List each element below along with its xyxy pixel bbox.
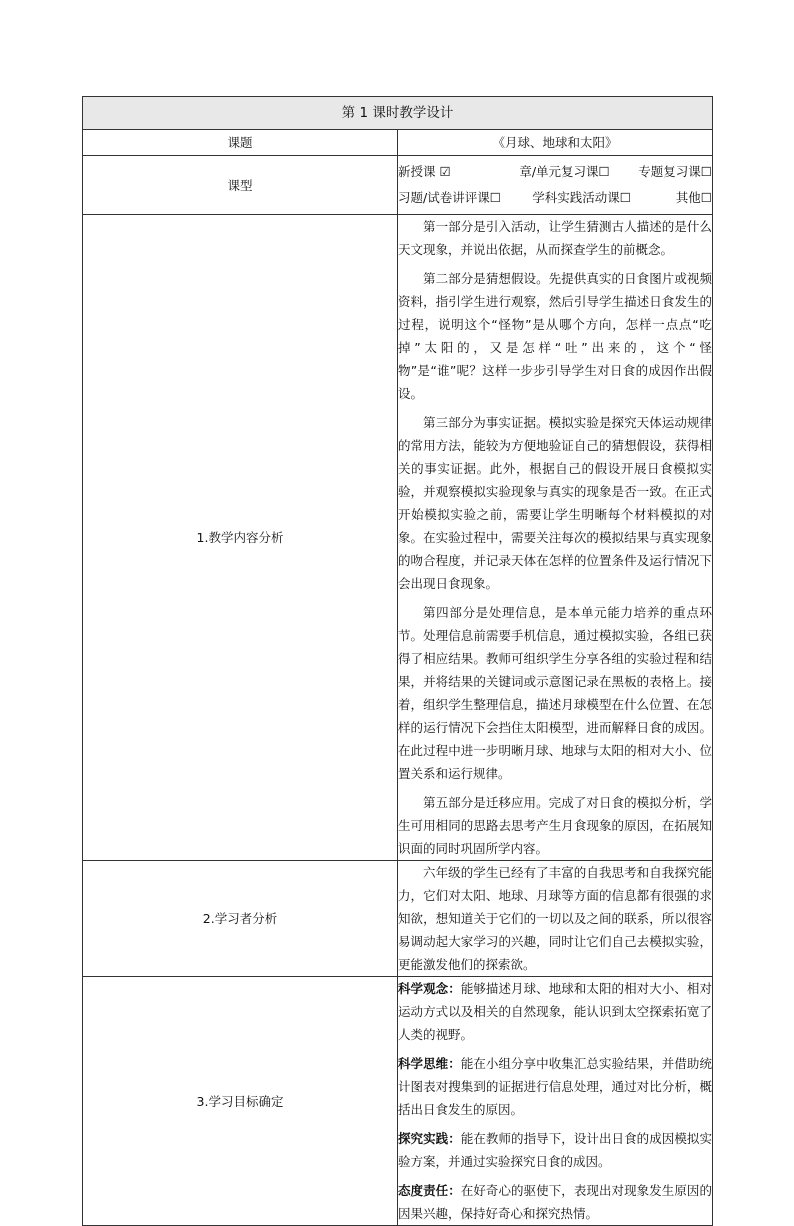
lesson-type-row-2 — [398, 185, 712, 211]
goal-title: 探究实践： — [398, 1131, 461, 1146]
content-paragraph-4: 第四部分是处理信息，是本单元能力培养的重点环节。处理信息前需要手机信息，通过模拟实验，各组已获得了相应结果。教师可组织学生分享各组的实验过程和结果，并将结果的关键词或示意图记录在黑板的表格上。接着，组织学生整理信息，描述月球模型在什么位置、在怎样的运行情况下会挡住太阳模型，进而解释日食的成因。在此过程中进一步明晰月球、地球与太阳的相对大小、位置关系和运行规律。 — [398, 605, 712, 781]
goal-title: 态度责任： — [398, 1183, 461, 1198]
goal-attitude-responsibility — [398, 1179, 712, 1225]
table-title: 第 1 课时教学设计 — [83, 97, 713, 130]
goal-text: 能够描述月球、地球和太阳的相对大小、相对运动方式以及相关的自然现象，能认识到太空探索拓宽了人类的视野。 — [398, 981, 712, 1042]
goals-body — [398, 977, 713, 1226]
option-unit-review: 章/单元复习课☐ — [519, 164, 610, 179]
lesson-type-row-1 — [398, 159, 712, 185]
goals-label: 3.学习目标确定 — [83, 977, 398, 1226]
content-analysis-body — [398, 215, 713, 861]
lesson-type-label: 课型 — [83, 156, 398, 215]
learner-analysis-label: 2.学习者分析 — [83, 861, 398, 977]
content-analysis-label: 1.教学内容分析 — [83, 215, 398, 861]
content-paragraph-2: 第二部分是猜想假设。先提供真实的日食图片或视频资料，指引学生进行观察，然后引导学生描述日食发生的过程，说明这个“怪物”是从哪个方向，怎样一点点“吃掉”太阳的，又是怎样“吐”出来的，这个“怪物”是“谁”呢？这样一步步引导学生对日食的成因作出假设。 — [398, 271, 712, 401]
lesson-type-options — [398, 156, 713, 215]
content-paragraph-3: 第三部分为事实证据。模拟实验是探究天体运动规律的常用方法，能较为方便地验证自己的猜想假设，获得相关的事实证据。此外，根据自己的假设开展日食模拟实验，并观察模拟实验现象与真实的现象是否一致。在正式开始模拟实验之前，需要让学生明晰每个材料模拟的对象。在实验过程中，需要关注每次的模拟结果与真实现象的吻合程度，并记录天体在怎样的位置条件及运行情况下会出现日食现象。 — [398, 415, 712, 591]
topic-value: 《月球、地球和太阳》 — [398, 130, 713, 156]
learner-analysis-body — [398, 861, 713, 977]
learner-paragraph-1: 六年级的学生已经有了丰富的自我思考和自我探究能力，它们对太阳、地球、月球等方面的信息都有很强的求知欲，想知道关于它们的一切以及之间的联系，所以很容易调动起大家学习的兴趣，同时让它们自己去模拟实验，更能激发他们的探索欲。 — [398, 865, 712, 972]
content-paragraph-5: 第五部分是迁移应用。完成了对日食的模拟分析，学生可用相同的思路去思考产生月食现象的原因，在拓展知识面的同时巩固所学内容。 — [398, 795, 712, 856]
topic-label: 课题 — [83, 130, 398, 156]
goal-title: 科学观念： — [398, 981, 461, 996]
goal-text: 能在小组分享中收集汇总实验结果，并借助统计图表对搜集到的证据进行信息处理，通过对比分析，概括出日食发生的原因。 — [398, 1056, 712, 1117]
content-paragraph-1: 第一部分是引入活动，让学生猜测古人描述的是什么天文现象，并说出依据，从而探查学生的前概念。 — [398, 219, 712, 257]
goal-science-thinking — [398, 1052, 712, 1121]
option-other: 其他☐ — [675, 190, 712, 205]
goal-inquiry-practice — [398, 1127, 712, 1173]
option-practice-activity: 学科实践活动课☐ — [532, 190, 631, 205]
goal-science-concept — [398, 977, 712, 1046]
lesson-plan-table — [82, 96, 713, 1226]
goal-text: 在好奇心的驱使下，表现出对现象发生原因的因果兴趣，保持好奇心和探究热情。 — [398, 1183, 712, 1221]
option-new-lesson: 新授课 ☑ — [398, 164, 451, 179]
option-topic-review: 专题复习课☐ — [638, 164, 712, 179]
goal-title: 科学思维： — [398, 1056, 461, 1071]
goal-text: 能在教师的指导下，设计出日食的成因模拟实验方案，并通过实验探究日食的成因。 — [398, 1131, 712, 1169]
option-exercise-review: 习题/试卷讲评课☐ — [398, 190, 501, 205]
